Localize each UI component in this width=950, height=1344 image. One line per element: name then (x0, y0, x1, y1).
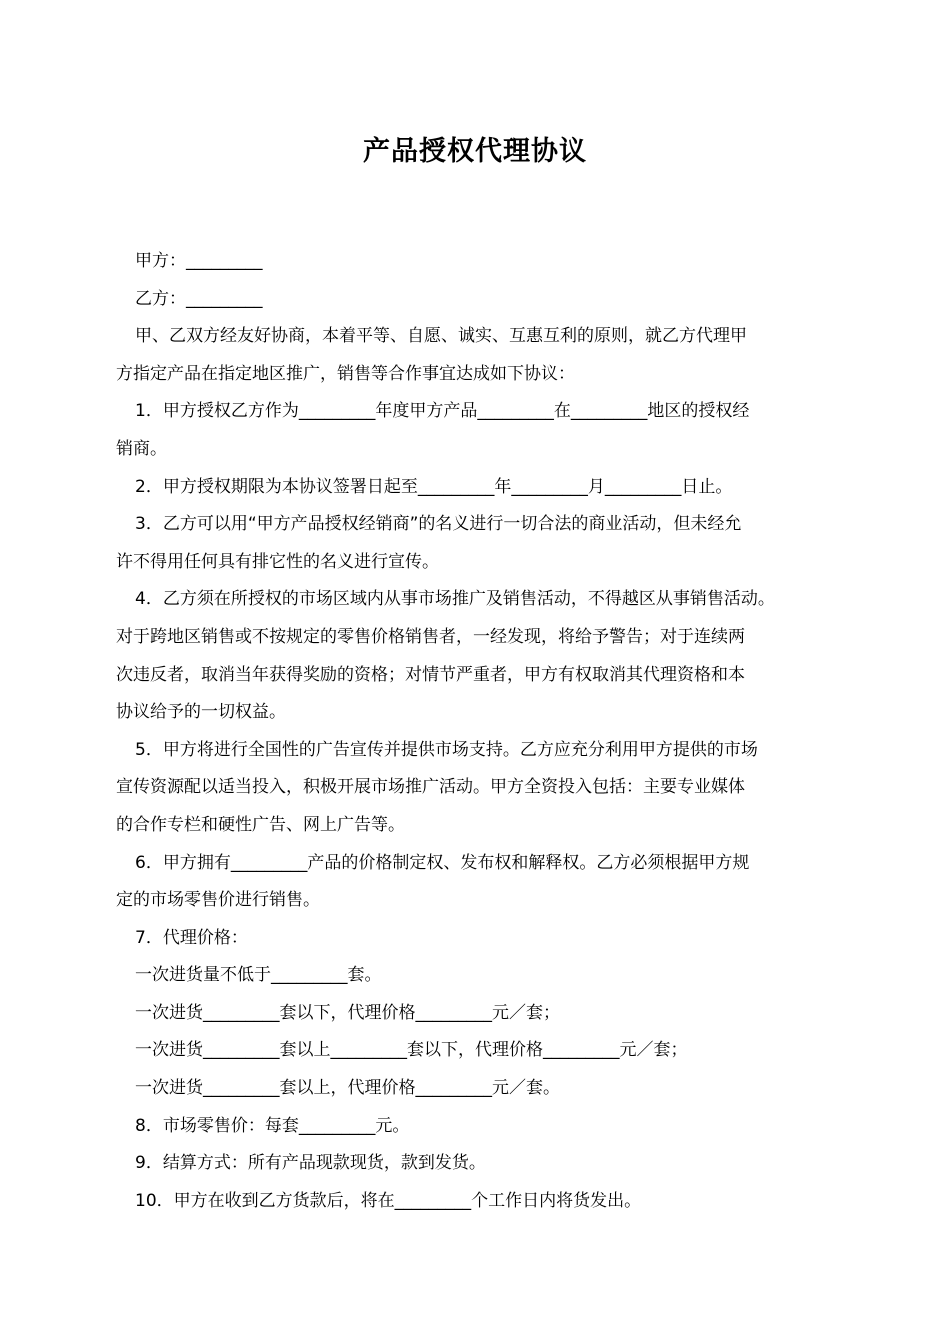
text-line: 销商。 (116, 438, 167, 459)
text-line: 3．乙方可以用“甲方产品授权经销商”的名义进行一切合法的商业活动，但未经允 (135, 514, 742, 535)
text-line: 一次进货_________套以上，代理价格_________元／套。 (135, 1078, 560, 1099)
text-line: 的合作专栏和硬性广告、网上广告等。 (116, 814, 405, 835)
text-line: 甲方：_________ (135, 251, 263, 271)
text-line: 方指定产品在指定地区推广，销售等合作事宜达成如下协议： (116, 363, 575, 384)
text-line: 8．市场零售价：每套_________元。 (135, 1115, 410, 1136)
text-line: 乙方：_________ (135, 288, 263, 309)
text-line: 一次进货量不低于_________套。 (135, 965, 382, 986)
text-line: 对于跨地区销售或不按规定的零售价格销售者，一经发现，将给予警告；对于连续两 (116, 626, 745, 647)
text-line: 次违反者，取消当年获得奖励的资格；对情节严重者，甲方有权取消其代理资格和本 (116, 664, 745, 685)
document-body (116, 243, 846, 1220)
text-line: 一次进货_________套以下，代理价格_________元／套； (135, 1002, 560, 1023)
text-line: 1．甲方授权乙方作为_________年度甲方产品_________在_________地区的授权经 (135, 401, 750, 422)
text-line: 协议给予的一切权益。 (116, 702, 286, 723)
text-line: 宣传资源配以适当投入，积极开展市场推广活动。甲方全资投入包括：主要专业媒体 (116, 777, 745, 798)
document-title: 产品授权代理协议 (363, 136, 587, 167)
text-line: 5．甲方将进行全国性的广告宣传并提供市场支持。乙方应充分利用甲方提供的市场 (135, 739, 758, 760)
text-line: 10．甲方在收到乙方货款后，将在_________个工作日内将货发出。 (135, 1190, 642, 1211)
text-line: 6．甲方拥有_________产品的价格制定权、发布权和解释权。乙方必须根据甲方规 (135, 852, 750, 873)
text-line: 一次进货_________套以上_________套以下，代理价格_________元／套； (135, 1040, 688, 1061)
text-line: 4．乙方须在所授权的市场区域内从事市场推广及销售活动，不得越区从事销售活动。 (135, 589, 775, 610)
text-line: 7．代理价格： (135, 927, 248, 948)
text-line: 9．结算方式：所有产品现款现货，款到发货。 (135, 1153, 486, 1174)
text-line: 许不得用任何具有排它性的名义进行宣传。 (116, 551, 439, 572)
text-line: 甲、乙双方经友好协商，本着平等、自愿、诚实、互惠互利的原则，就乙方代理甲 (135, 326, 747, 347)
text-line: 定的市场零售价进行销售。 (116, 890, 320, 911)
text-line: 2．甲方授权期限为本协议签署日起至_________年_________月_________日止。 (135, 476, 733, 497)
